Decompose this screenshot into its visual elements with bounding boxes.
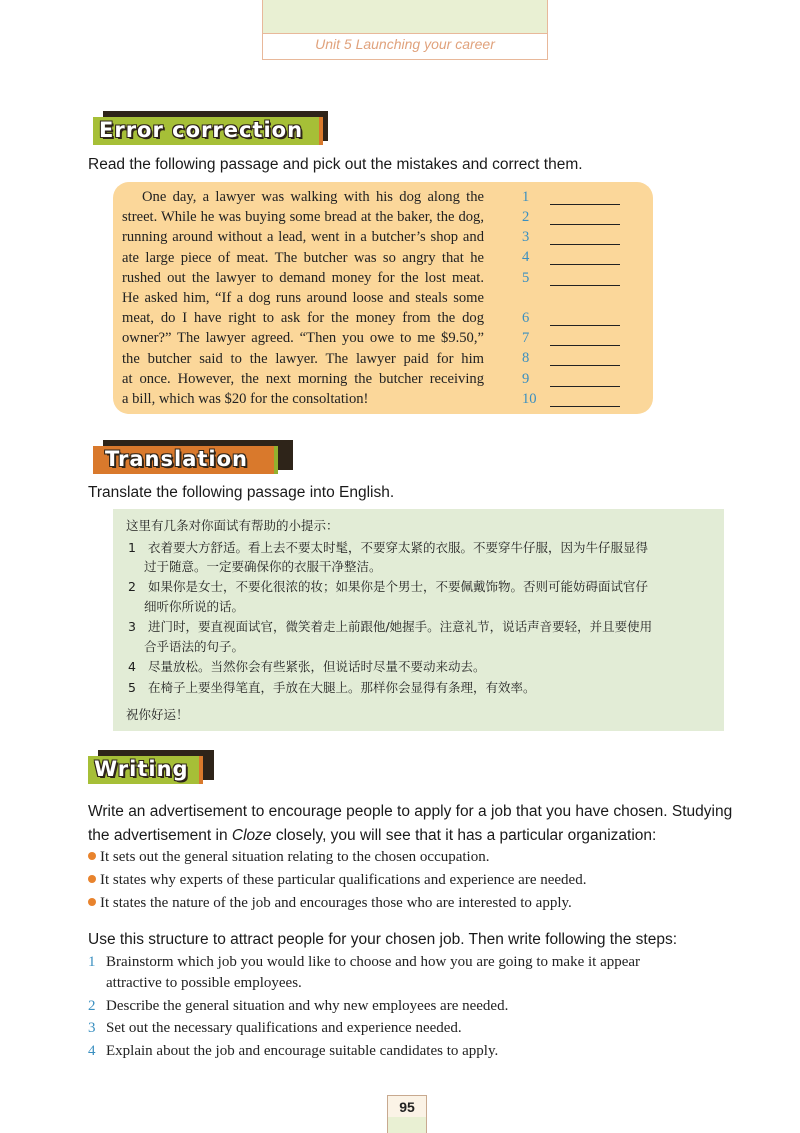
writing-para1-line1: Write an advertisement to encourage people to apply for a job that you have chosen. Studying bbox=[88, 803, 733, 820]
step-text: Set out the necessary qualifications and experience needed. bbox=[106, 1020, 462, 1036]
bullet-dot-icon bbox=[88, 898, 96, 906]
item-number: 3 bbox=[128, 619, 136, 634]
answer-underline bbox=[550, 406, 620, 407]
translation-banner bbox=[93, 440, 293, 474]
writing-step-4 bbox=[88, 1043, 498, 1060]
error-correction-banner bbox=[93, 111, 333, 145]
passage-line-1: One day, a lawyer was walking with his dog along the bbox=[142, 189, 484, 205]
step-text: Brainstorm which job you would like to choose and how you are going to make it appear bbox=[106, 954, 641, 970]
bullet-dot-icon bbox=[88, 875, 96, 883]
writing-bullet-2 bbox=[88, 872, 586, 889]
item-line: 如果你是女士，不要化很浓的妆；如果你是个男士，不要佩戴饰物。否则可能妨碍面试官仔 bbox=[147, 579, 648, 594]
item-number: 1 bbox=[128, 540, 136, 555]
answer-blank-3[interactable] bbox=[522, 229, 632, 249]
item-number: 2 bbox=[128, 579, 136, 594]
unit-header-tab bbox=[262, 0, 548, 60]
translation-instruction: Translate the following passage into English. bbox=[88, 484, 395, 501]
error-correction-title: Error correction bbox=[99, 118, 304, 142]
answer-underline bbox=[550, 264, 620, 265]
translation-item-3 bbox=[128, 617, 652, 635]
para1-text-a: the advertisement in bbox=[88, 827, 232, 844]
cloze-italic: Cloze bbox=[231, 827, 272, 844]
passage-line-4: ate large piece of meat. The butcher was so angry that he bbox=[122, 249, 484, 266]
translation-item-5 bbox=[128, 678, 535, 696]
writing-banner bbox=[88, 750, 213, 784]
answer-blank-9[interactable] bbox=[522, 371, 632, 391]
answer-underline bbox=[550, 345, 620, 346]
answer-underline bbox=[550, 365, 620, 366]
answer-underline bbox=[550, 285, 620, 286]
error-passage-text bbox=[122, 187, 484, 409]
bullet-text: It sets out the general situation relating to the chosen occupation. bbox=[100, 849, 490, 865]
page-number-footer bbox=[387, 1117, 427, 1133]
translation-item-3-cont: 合乎语法的句子。 bbox=[144, 639, 245, 654]
answer-number: 1 bbox=[522, 189, 530, 205]
answer-blank-10[interactable] bbox=[522, 391, 632, 411]
answer-blank-4[interactable] bbox=[522, 249, 632, 269]
writing-title: Writing bbox=[94, 757, 189, 781]
unit-label: Unit 5 Launching your career bbox=[315, 36, 495, 52]
translation-item-1-cont: 过于随意。一定要确保你的衣服干净整洁。 bbox=[144, 559, 382, 574]
passage-line-8: owner?” The lawyer agreed. “Then you owe to me $9.50,” bbox=[122, 330, 484, 347]
translation-item-2 bbox=[128, 577, 648, 595]
answer-underline bbox=[550, 224, 620, 225]
step-number: 4 bbox=[88, 1043, 96, 1059]
writing-step-2 bbox=[88, 998, 508, 1015]
translation-closing: 祝你好运！ bbox=[126, 707, 189, 722]
bullet-dot-icon bbox=[88, 852, 96, 860]
answer-blank-1[interactable] bbox=[522, 189, 632, 209]
passage-line-9: the butcher said to the lawyer. The lawyer paid for him bbox=[122, 350, 484, 367]
writing-step-1 bbox=[88, 954, 640, 971]
answer-underline bbox=[550, 244, 620, 245]
answer-number: 3 bbox=[522, 229, 530, 245]
translation-item-2-cont: 细听你所说的话。 bbox=[144, 599, 245, 614]
answer-number: 6 bbox=[522, 310, 530, 326]
item-number: 5 bbox=[128, 680, 136, 695]
page-number: 95 bbox=[387, 1095, 427, 1119]
step-number: 3 bbox=[88, 1020, 96, 1036]
answer-number: 2 bbox=[522, 209, 530, 225]
writing-bullet-3 bbox=[88, 895, 572, 912]
translation-title: Translation bbox=[105, 447, 248, 471]
answer-underline bbox=[550, 386, 620, 387]
translation-intro: 这里有几条对你面试有帮助的小提示： bbox=[126, 518, 339, 533]
writing-paragraph-1 bbox=[88, 800, 738, 848]
step-number: 1 bbox=[88, 954, 96, 970]
answer-number: 7 bbox=[522, 330, 530, 346]
item-line: 衣着要大方舒适。看上去不要太时髦，不要穿太紧的衣服。不要穿牛仔服，因为牛仔服显得 bbox=[147, 540, 648, 555]
answer-underline bbox=[550, 325, 620, 326]
step-text: Describe the general situation and why new employees are needed. bbox=[106, 998, 509, 1014]
writing-paragraph-2: Use this structure to attract people for your chosen job. Then write following the steps: bbox=[88, 931, 678, 948]
answer-underline bbox=[550, 204, 620, 205]
bullet-text: It states why experts of these particular qualifications and experience are needed. bbox=[100, 872, 587, 888]
answer-blank-5[interactable] bbox=[522, 270, 632, 290]
header-tab-fill bbox=[263, 0, 547, 34]
answer-number: 4 bbox=[522, 249, 530, 265]
answer-number: 5 bbox=[522, 270, 530, 286]
step-text: Explain about the job and encourage suitable candidates to apply. bbox=[106, 1043, 499, 1059]
translation-item-1 bbox=[128, 538, 648, 556]
answer-blank-6[interactable] bbox=[522, 310, 632, 330]
answer-number: 8 bbox=[522, 350, 530, 366]
passage-line-10: at once. However, the next morning the butcher receiving bbox=[122, 370, 484, 387]
writing-para1-line2 bbox=[88, 824, 738, 848]
answer-blank-7[interactable] bbox=[522, 330, 632, 350]
bullet-text: It states the nature of the job and encourages those who are interested to apply. bbox=[100, 895, 572, 911]
translation-item-4 bbox=[128, 657, 485, 675]
error-correction-instruction: Read the following passage and pick out the mistakes and correct them. bbox=[88, 156, 583, 173]
answer-number: 10 bbox=[522, 391, 537, 407]
passage-line-5: rushed out the lawyer to demand money for the lost meat. bbox=[122, 269, 484, 286]
item-line: 尽量放松。当然你会有些紧张，但说话时尽量不要动来动去。 bbox=[147, 659, 486, 674]
writing-step-3 bbox=[88, 1020, 462, 1037]
item-line: 在椅子上要坐得笔直，手放在大腿上。那样你会显得有条理，有效率。 bbox=[147, 680, 536, 695]
passage-line-11: a bill, which was $20 for the consoltation! bbox=[122, 390, 369, 407]
item-line: 进门时，要直视面试官，微笑着走上前跟他/她握手。注意礼节，说话声音要轻，并且要使用 bbox=[147, 619, 653, 634]
answer-number: 9 bbox=[522, 371, 530, 387]
answer-blank-8[interactable] bbox=[522, 350, 632, 370]
step-number: 2 bbox=[88, 998, 96, 1014]
item-number: 4 bbox=[128, 659, 136, 674]
passage-line-3: running around without a lead, went in a butcher’s shop and bbox=[122, 229, 484, 246]
writing-bullet-1 bbox=[88, 849, 489, 866]
para1-text-c: closely, you will see that it has a particular organization: bbox=[271, 827, 657, 844]
passage-line-2: street. While he was buying some bread at the baker, the dog, bbox=[122, 209, 484, 226]
passage-line-6: He asked him, “If a dog runs around loose and steals some bbox=[122, 289, 484, 306]
passage-line-7: meat, do I have right to ask for the money from the dog bbox=[122, 310, 484, 327]
writing-step-1-cont: attractive to possible employees. bbox=[106, 975, 302, 991]
answer-blank-2[interactable] bbox=[522, 209, 632, 229]
